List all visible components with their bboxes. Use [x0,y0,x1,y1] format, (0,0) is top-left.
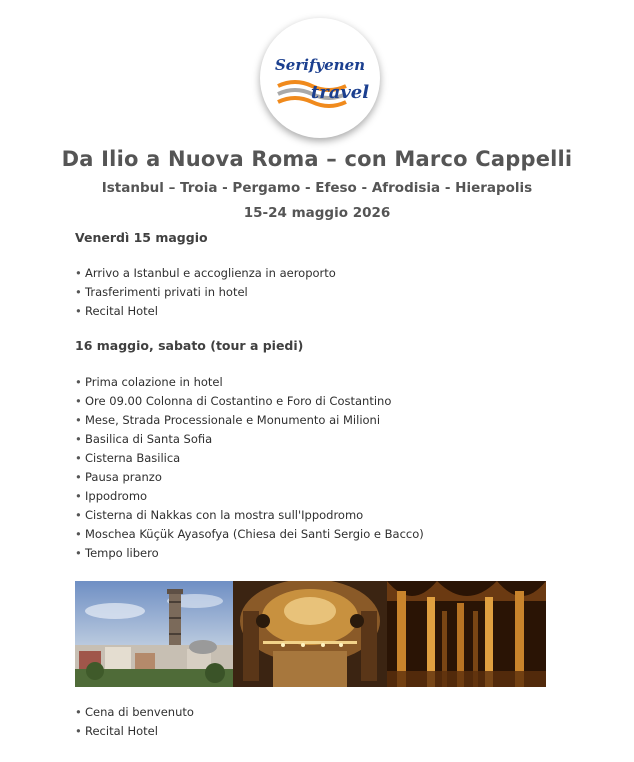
list-item: • Ippodromo [75,489,148,503]
list-item: • Arrivo a Istanbul e accoglienza in aeroporto [75,266,336,280]
photo-basilica-cistern [387,581,546,687]
list-item: • Basilica di Santa Sofia [75,432,213,446]
list-item: • Mese, Strada Processionale e Monumento ai Milioni [75,413,381,427]
photo-strip [75,581,546,687]
list-item: • Prima colazione in hotel [75,375,223,389]
list-item: • Trasferimenti privati in hotel [75,285,248,299]
company-logo [260,18,380,138]
itinerary-cities: Istanbul – Troia - Pergamo - Efeso - Afrodisia - Hierapolis [101,180,533,196]
day-1-list [75,264,336,321]
evening-list [75,703,194,741]
list-item: • Recital Hotel [75,304,158,318]
day-heading-1: Venerdì 15 maggio [75,230,208,245]
logo-graphic [260,18,380,138]
logo-text-line1: Serifyenen [274,56,366,74]
page-title: Da Ilio a Nuova Roma – con Marco Cappelli [61,147,573,171]
logo-text-line2: travel [310,82,370,103]
list-item: • Pausa pranzo [75,470,162,484]
day-2-list [75,373,424,563]
list-item: • Cena di benvenuto [75,705,194,719]
trip-dates: 15-24 maggio 2026 [243,205,391,221]
photo-column-of-constantine [75,581,233,687]
list-item: • Recital Hotel [75,724,158,738]
list-item: • Cisterna di Nakkas con la mostra sull'Ippodromo [75,508,364,522]
list-item: • Cisterna Basilica [75,451,181,465]
list-item: • Moschea Küçük Ayasofya (Chiesa dei Santi Sergio e Bacco) [75,527,424,541]
list-item: • Ore 09.00 Colonna di Costantino e Foro di Costantino [75,394,392,408]
photo-hagia-sophia-interior [233,581,387,687]
list-item: • Tempo libero [75,546,159,560]
day-heading-2: 16 maggio, sabato (tour a piedi) [75,338,304,353]
